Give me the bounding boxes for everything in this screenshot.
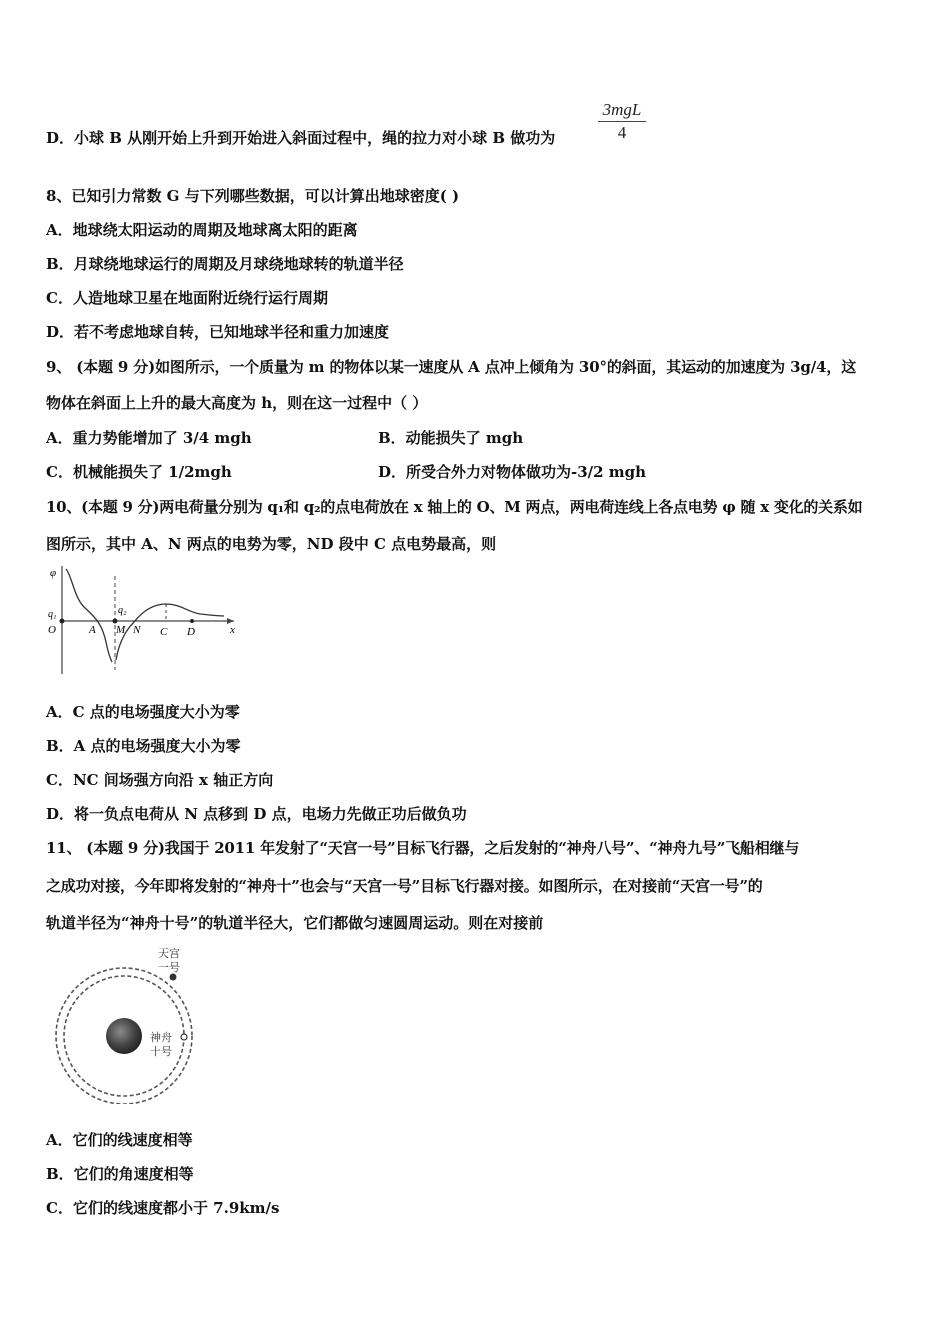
q11-stem-line1: 11、 (本题 9 分)我国于 2011 年发射了“天宫一号”目标飞行器，之后发射的“神舟八号”、“神舟九号”飞船相继与 <box>46 839 800 857</box>
q10-option-b: B．A 点的电场强度大小为零 <box>46 737 241 755</box>
q11-option-a: A．它们的线速度相等 <box>46 1131 193 1149</box>
q8-option-c: C．人造地球卫星在地面附近绕行运行周期 <box>46 289 328 307</box>
q9-option-d: D．所受合外力对物体做功为-3/2 mgh <box>378 463 647 481</box>
q7-option-d: D．小球 B 从刚开始上升到开始进入斜面过程中，绳的拉力对小球 B 做功为 <box>46 129 556 147</box>
c-label: C <box>160 626 168 638</box>
q11-stem-line2: 之成功对接，今年即将发射的“神舟十”也会与“天宫一号”目标飞行器对接。如图所示，在对接前“天宫一号”的 <box>46 877 763 895</box>
q9-option-a: A．重力势能增加了 3/4 mgh <box>46 429 252 447</box>
q8-option-b: B．月球绕地球运行的周期及月球绕地球转的轨道半径 <box>46 255 404 273</box>
q7-option-d-fraction <box>598 100 646 143</box>
q10-stem-line1: 10、(本题 9 分)两电荷量分别为 q₁和 q₂的点电荷放在 x 轴上的 O、M 两点，两电荷连线上各点电势 φ 随 x 变化的关系如 <box>46 498 863 516</box>
fraction-numerator: 3mgL <box>598 100 646 122</box>
earth <box>106 1018 142 1054</box>
q10-stem-line2: 图所示，其中 A、N 两点的电势为零，ND 段中 C 点电势最高，则 <box>46 535 497 553</box>
q8-option-d: D．若不考虑地球自转，已知地球半径和重力加速度 <box>46 323 390 341</box>
q1-label: q₁ <box>48 609 57 620</box>
x-label: x <box>230 624 235 636</box>
a-label: A <box>89 624 96 636</box>
q2-point <box>113 619 118 624</box>
phi-label: φ <box>50 567 57 579</box>
q10-option-d: D．将一负点电荷从 N 点移到 D 点，电场力先做正功后做负功 <box>46 805 467 823</box>
fraction-denominator: 4 <box>617 123 627 142</box>
shenzhou-label-2: 十号 <box>150 1046 172 1058</box>
tiangong-label-1: 天宫 <box>158 948 180 960</box>
potential-graph <box>44 562 244 678</box>
tiangong-label-2: 一号 <box>158 962 180 974</box>
o-label: O <box>48 624 56 636</box>
shenzhou-point <box>181 1034 187 1040</box>
m-label: M <box>116 624 126 636</box>
q11-option-c: C．它们的线速度都小于 7.9km/s <box>46 1199 280 1217</box>
q11-stem-line3: 轨道半径为“神舟十号”的轨道半径大，它们都做匀速圆周运动。则在对接前 <box>46 914 544 932</box>
curve-left <box>66 569 112 662</box>
q8-option-a: A．地球绕太阳运动的周期及地球离太阳的距离 <box>46 221 358 239</box>
q10-option-a: A．C 点的电场强度大小为零 <box>46 703 240 721</box>
q9-stem-line1: 9、 (本题 9 分)如图所示，一个质量为 m 的物体以某一速度从 A 点冲上倾角为 30°的斜面，其运动的加速度为 3g/4，这 <box>46 358 857 376</box>
q9-option-b: B．动能损失了 mgh <box>378 429 524 447</box>
q2-label: q₂ <box>118 605 127 616</box>
d-label: D <box>187 626 195 638</box>
q1-point <box>60 619 65 624</box>
orbit-diagram <box>50 944 200 1104</box>
d-point <box>190 619 194 623</box>
q9-stem-line2: 物体在斜面上上升的最大高度为 h，则在这一过程中（ ） <box>46 394 428 412</box>
shenzhou-label-1: 神舟 <box>150 1032 172 1044</box>
q10-option-c: C．NC 间场强方向沿 x 轴正方向 <box>46 771 274 789</box>
n-label: N <box>133 624 141 636</box>
q8-stem: 8、已知引力常数 G 与下列哪些数据，可以计算出地球密度( ) <box>46 187 460 205</box>
q9-option-c: C．机械能损失了 1/2mgh <box>46 463 232 481</box>
tiangong-point <box>170 974 177 981</box>
q11-option-b: B．它们的角速度相等 <box>46 1165 194 1183</box>
